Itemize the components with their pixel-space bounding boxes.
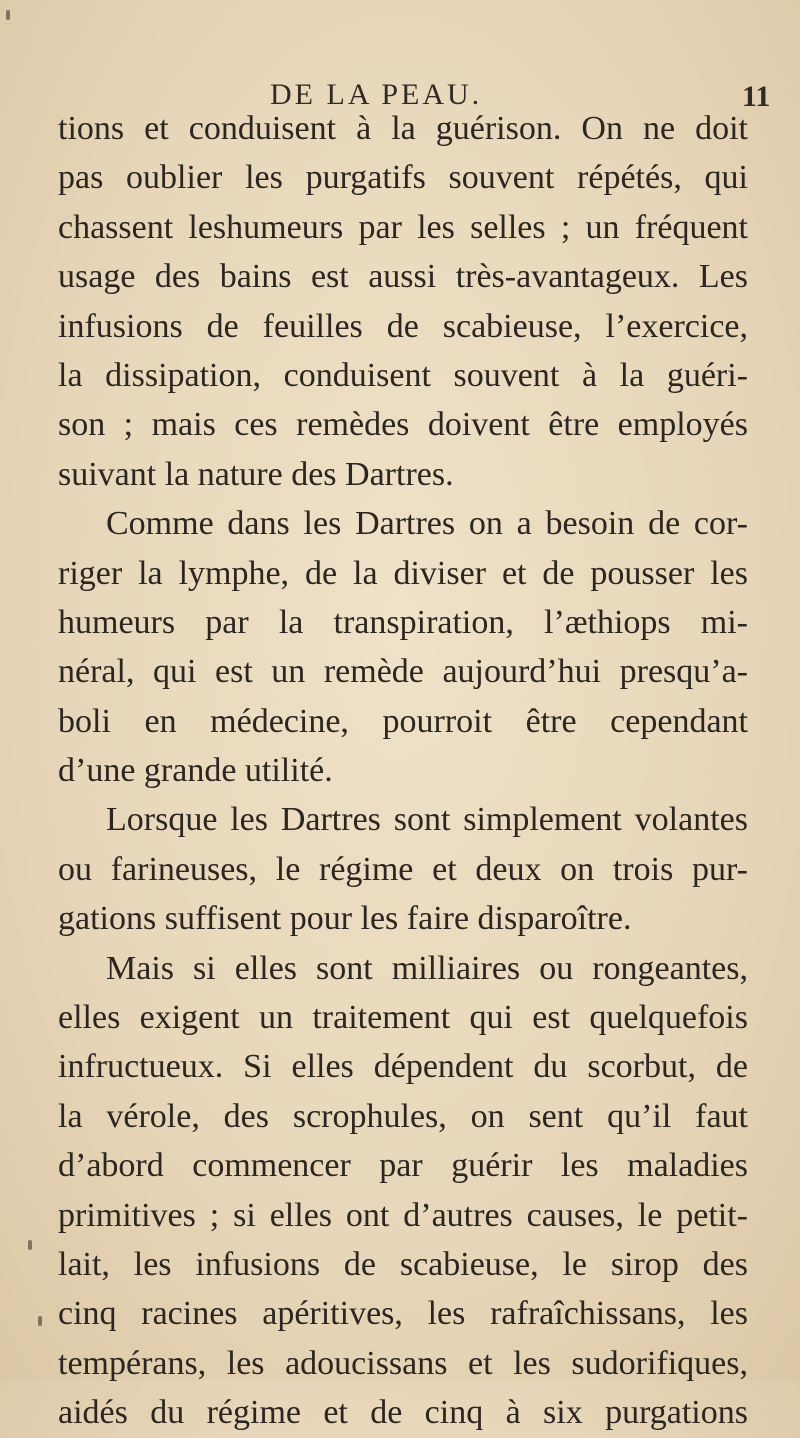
text-line: humeurs par la transpiration, l’æthiops mi- — [58, 603, 748, 641]
text-line: aidés du régime et de cinq à six purgations — [58, 1394, 748, 1432]
body-text — [58, 104, 748, 1438]
margin-ink-mark — [38, 1316, 42, 1326]
text-line: néral, qui est un remède aujourd’hui presqu’a- — [58, 653, 748, 691]
text-line: lait, les infusions de scabieuse, le sirop des — [58, 1245, 748, 1283]
text-line: suivant la nature des Dartres. — [58, 455, 454, 493]
page-number: 11 — [742, 80, 771, 113]
text-line: la dissipation, conduisent souvent à la guéri- — [58, 356, 748, 394]
text-line: ou farineuses, le régime et deux on trois pur- — [58, 850, 748, 888]
text-line: riger la lymphe, de la diviser et de pousser les — [58, 554, 748, 592]
text-line: tions et conduisent à la guérison. On ne doit — [58, 110, 748, 147]
text-line: son ; mais ces remèdes doivent être employés — [58, 406, 748, 444]
paragraph-start: Lorsque les Dartres sont simplement volantes — [106, 801, 748, 839]
paragraph-start: Mais si elles sont milliaires ou rongeantes, — [106, 949, 748, 987]
text-line: elles exigent un traitement qui est quelquefois — [58, 999, 748, 1037]
margin-ink-mark — [6, 10, 10, 20]
text-line: gations suffisent pour les faire disparoître. — [58, 900, 632, 938]
text-line: chassent leshumeurs par les selles ; un fréquent — [58, 208, 748, 246]
text-line: pas oublier les purgatifs souvent répétés, qui — [58, 159, 748, 197]
text-line: d’abord commencer par guérir les maladies — [58, 1147, 748, 1185]
running-head: DE LA PEAU. — [270, 78, 483, 111]
text-line: infusions de feuilles de scabieuse, l’exercice, — [58, 307, 748, 345]
text-line: usage des bains est aussi très-avantageux. Les — [58, 258, 748, 296]
text-line: la vérole, des scrophules, on sent qu’il faut — [58, 1097, 748, 1135]
text-line: tempérans, les adoucissans et les sudorifiques, — [58, 1344, 748, 1382]
text-line: cinq racines apéritives, les rafraîchissans, les — [58, 1295, 748, 1333]
text-line: primitives ; si elles ont d’autres causes, le petit- — [58, 1196, 748, 1234]
paragraph-start: Comme dans les Dartres on a besoin de cor- — [106, 505, 748, 543]
margin-ink-mark — [28, 1240, 32, 1250]
text-line: infructueux. Si elles dépendent du scorbut, de — [58, 1048, 748, 1086]
text-line: d’une grande utilité. — [58, 752, 333, 790]
text-line: boli en médecine, pourroit être cependant — [58, 702, 748, 740]
